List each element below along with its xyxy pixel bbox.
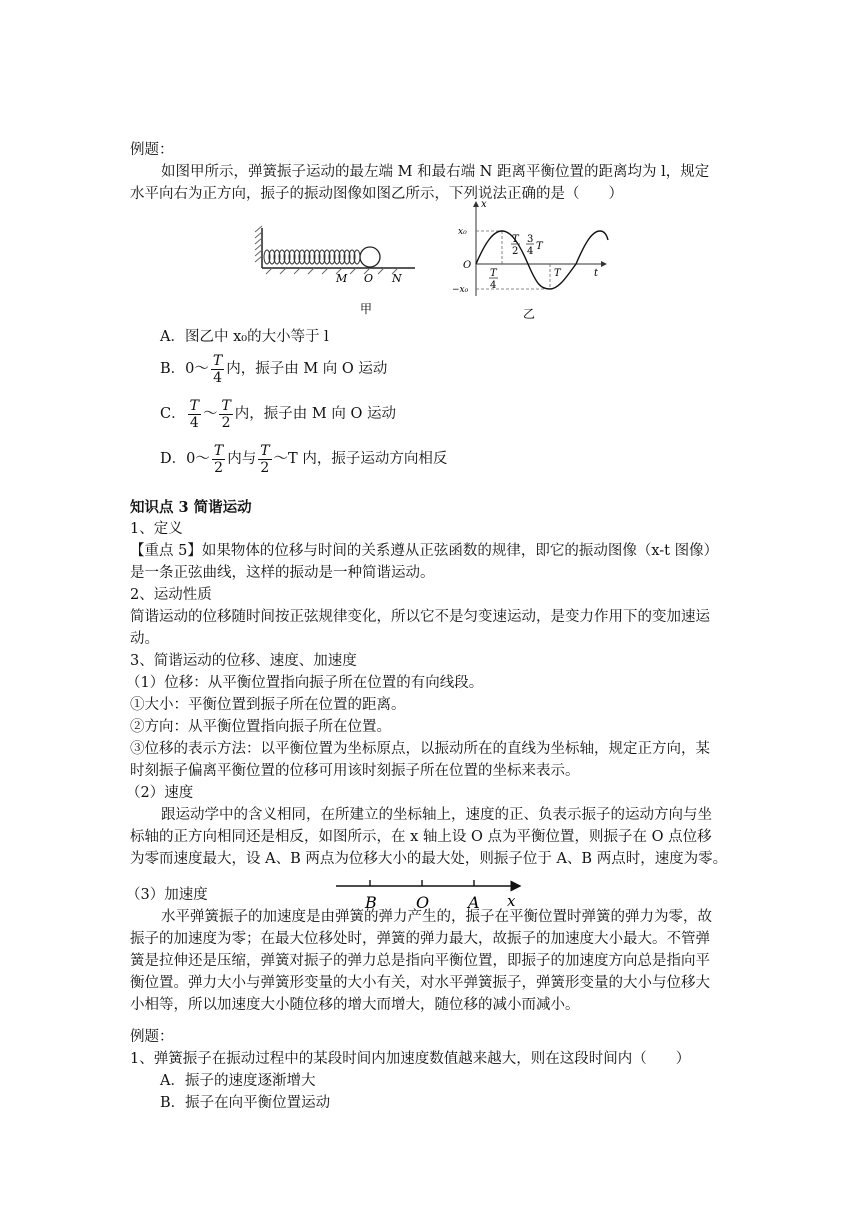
example-heading: 例题： [130,142,174,158]
option-b [160,351,770,387]
axis-x-label: x [507,892,516,910]
option-a: A．振子的速度逐渐增大 [160,1073,316,1089]
label-t2-num: T [512,234,519,245]
displacement-heading: （1）位移：从平衡位置指向振子所在位置的有向线段。 [126,675,484,691]
fraction-numerator: T [221,397,231,414]
acceleration-heading: （3）加速度 [126,887,208,903]
axis-y-label: x [481,199,487,210]
acceleration-line: 水平弹簧振子的加速度是由弹簧的弹力产生的，振子在平衡位置时弹簧的弹力为零，故 [161,909,712,925]
fraction [188,398,201,431]
subheading-nature: 2、运动性质 [130,587,212,603]
displacement-item: ①大小：平衡位置到振子所在位置的距离。 [130,697,406,713]
point-o-label: O [416,893,430,912]
point-b-label: B [365,893,377,912]
example-stem-line: 如图甲所示，弹簧振子运动的最左端 M 和最右端 N 距离平衡位置的距离均为 l，规定 [161,164,710,180]
label-t2-den: 2 [512,246,519,257]
velocity-line: 标轴的正方向相同还是相反，如图所示，在 x 轴上设 O 点为平衡位置，则振子在 O 点位移 [130,829,712,845]
tick-x0: x₀ [458,227,467,237]
option-c-sep: ～ [202,406,218,422]
fraction-denominator: 2 [258,459,271,476]
displacement-item: ②方向：从平衡位置指向振子所在位置。 [130,719,391,735]
fraction-numerator: T [213,442,224,459]
fraction-numerator: T [260,442,270,459]
xt-graph-figure [446,196,616,322]
label-t4-den: 4 [490,280,497,291]
figure-caption: 甲 [360,302,373,316]
fraction [258,443,271,476]
label-t4-num: T [490,268,497,279]
subheading-sva: 3、简谐运动的位移、速度、加速度 [130,653,357,669]
option-d-mid: 内与 [227,451,257,467]
velocity-line: 为零而速度最大，设 A、B 两点为位移大小的最大处，则振子位于 A、B 两点时，速度为零。 [130,851,728,867]
fraction-numerator: T [212,352,223,369]
option-c [160,396,770,432]
velocity-heading: （2）速度 [126,785,194,801]
example-question: 1、弹簧振子在振动过程中的某段时间内加速度数值越来越大，则在这段时间内（ ） [130,1051,691,1067]
nature-line: 动。 [130,631,159,647]
option-d [160,441,770,477]
fraction [219,398,232,431]
origin-label: O [463,260,472,271]
label-o: O [364,272,374,285]
definition-line: 是一条正弦曲线，这样的振动是一种简谐运动。 [130,565,435,581]
option-d-prefix: D．0～ [160,451,210,467]
section-title: 知识点 3 简谐运动 [130,499,252,516]
fraction-denominator: 4 [211,369,224,386]
subheading-definition: 1、定义 [130,521,183,537]
fraction-numerator: T [189,397,199,414]
acceleration-line: 衡位置。弹力大小与弹簧形变量的大小有关，对水平弹簧振子，弹簧形变量的大小与位移大 [130,975,710,991]
fraction-denominator: 2 [212,459,225,476]
point-a-label: A [468,893,480,912]
velocity-line: 跟运动学中的含义相同，在所建立的坐标轴上，速度的正、负表示振子的运动方向与坐 [161,807,712,823]
option-b-text: 内，振子由 M 向 O 运动 [226,361,388,377]
option-d-text: ～T 内，振子运动方向相反 [273,451,448,467]
axis-x-label: t [594,268,599,279]
fraction-denominator: 4 [188,414,201,431]
fraction-denominator: 2 [219,414,232,431]
spring-oscillator-figure [250,220,430,320]
label-3t4-den: 4 [527,246,534,257]
example-stem-line: 水平向右为正方向，振子的振动图像如图乙所示，下列说法正确的是（ ） [130,186,623,202]
acceleration-line: 簧是拉伸还是压缩，弹簧对振子的弹力总是指向平衡位置，即振子的加速度方向总是指向平 [130,953,710,969]
acceleration-line: 振子的加速度为零；在最大位移处时，弹簧的弹力最大，故振子的加速度大小最大。不管弹 [130,931,710,947]
label-m: M [336,272,348,285]
option-c-prefix: C． [160,406,186,422]
acceleration-line: 小相等，所以加速度大小随位移的增大而增大，随位移的减小而减小。 [130,997,580,1013]
label-3t4-t: T [536,241,543,252]
displacement-item: 时刻振子偏离平衡位置的位移可用该时刻振子所在位置的坐标来表示。 [130,763,580,779]
option-c-text: 内，振子由 M 向 O 运动 [234,406,396,422]
fraction [211,353,224,386]
definition-line: 【重点 5】如果物体的位移与时间的关系遵从正弦函数的规律，即它的振动图像（x-t 图像） [130,543,719,559]
example-heading: 例题： [130,1029,174,1045]
label-t: T [554,268,561,279]
option-a: A．图乙中 x₀的大小等于 l [160,329,329,345]
fraction [212,443,225,476]
tick-neg-x0: −x₀ [452,285,469,295]
option-b-prefix: B．0～ [160,361,209,377]
option-b: B．振子在向平衡位置运动 [160,1095,331,1111]
label-n: N [392,272,402,285]
label-3t4-num: 3 [527,234,534,245]
nature-line: 简谐运动的位移随时间按正弦规律变化，所以它不是匀变速运动，是变力作用下的变加速运 [130,609,710,625]
displacement-item: ③位移的表示方法：以平衡位置为坐标原点，以振动所在的直线为坐标轴，规定正方向，某 [130,741,710,757]
figure-caption: 乙 [523,307,536,321]
